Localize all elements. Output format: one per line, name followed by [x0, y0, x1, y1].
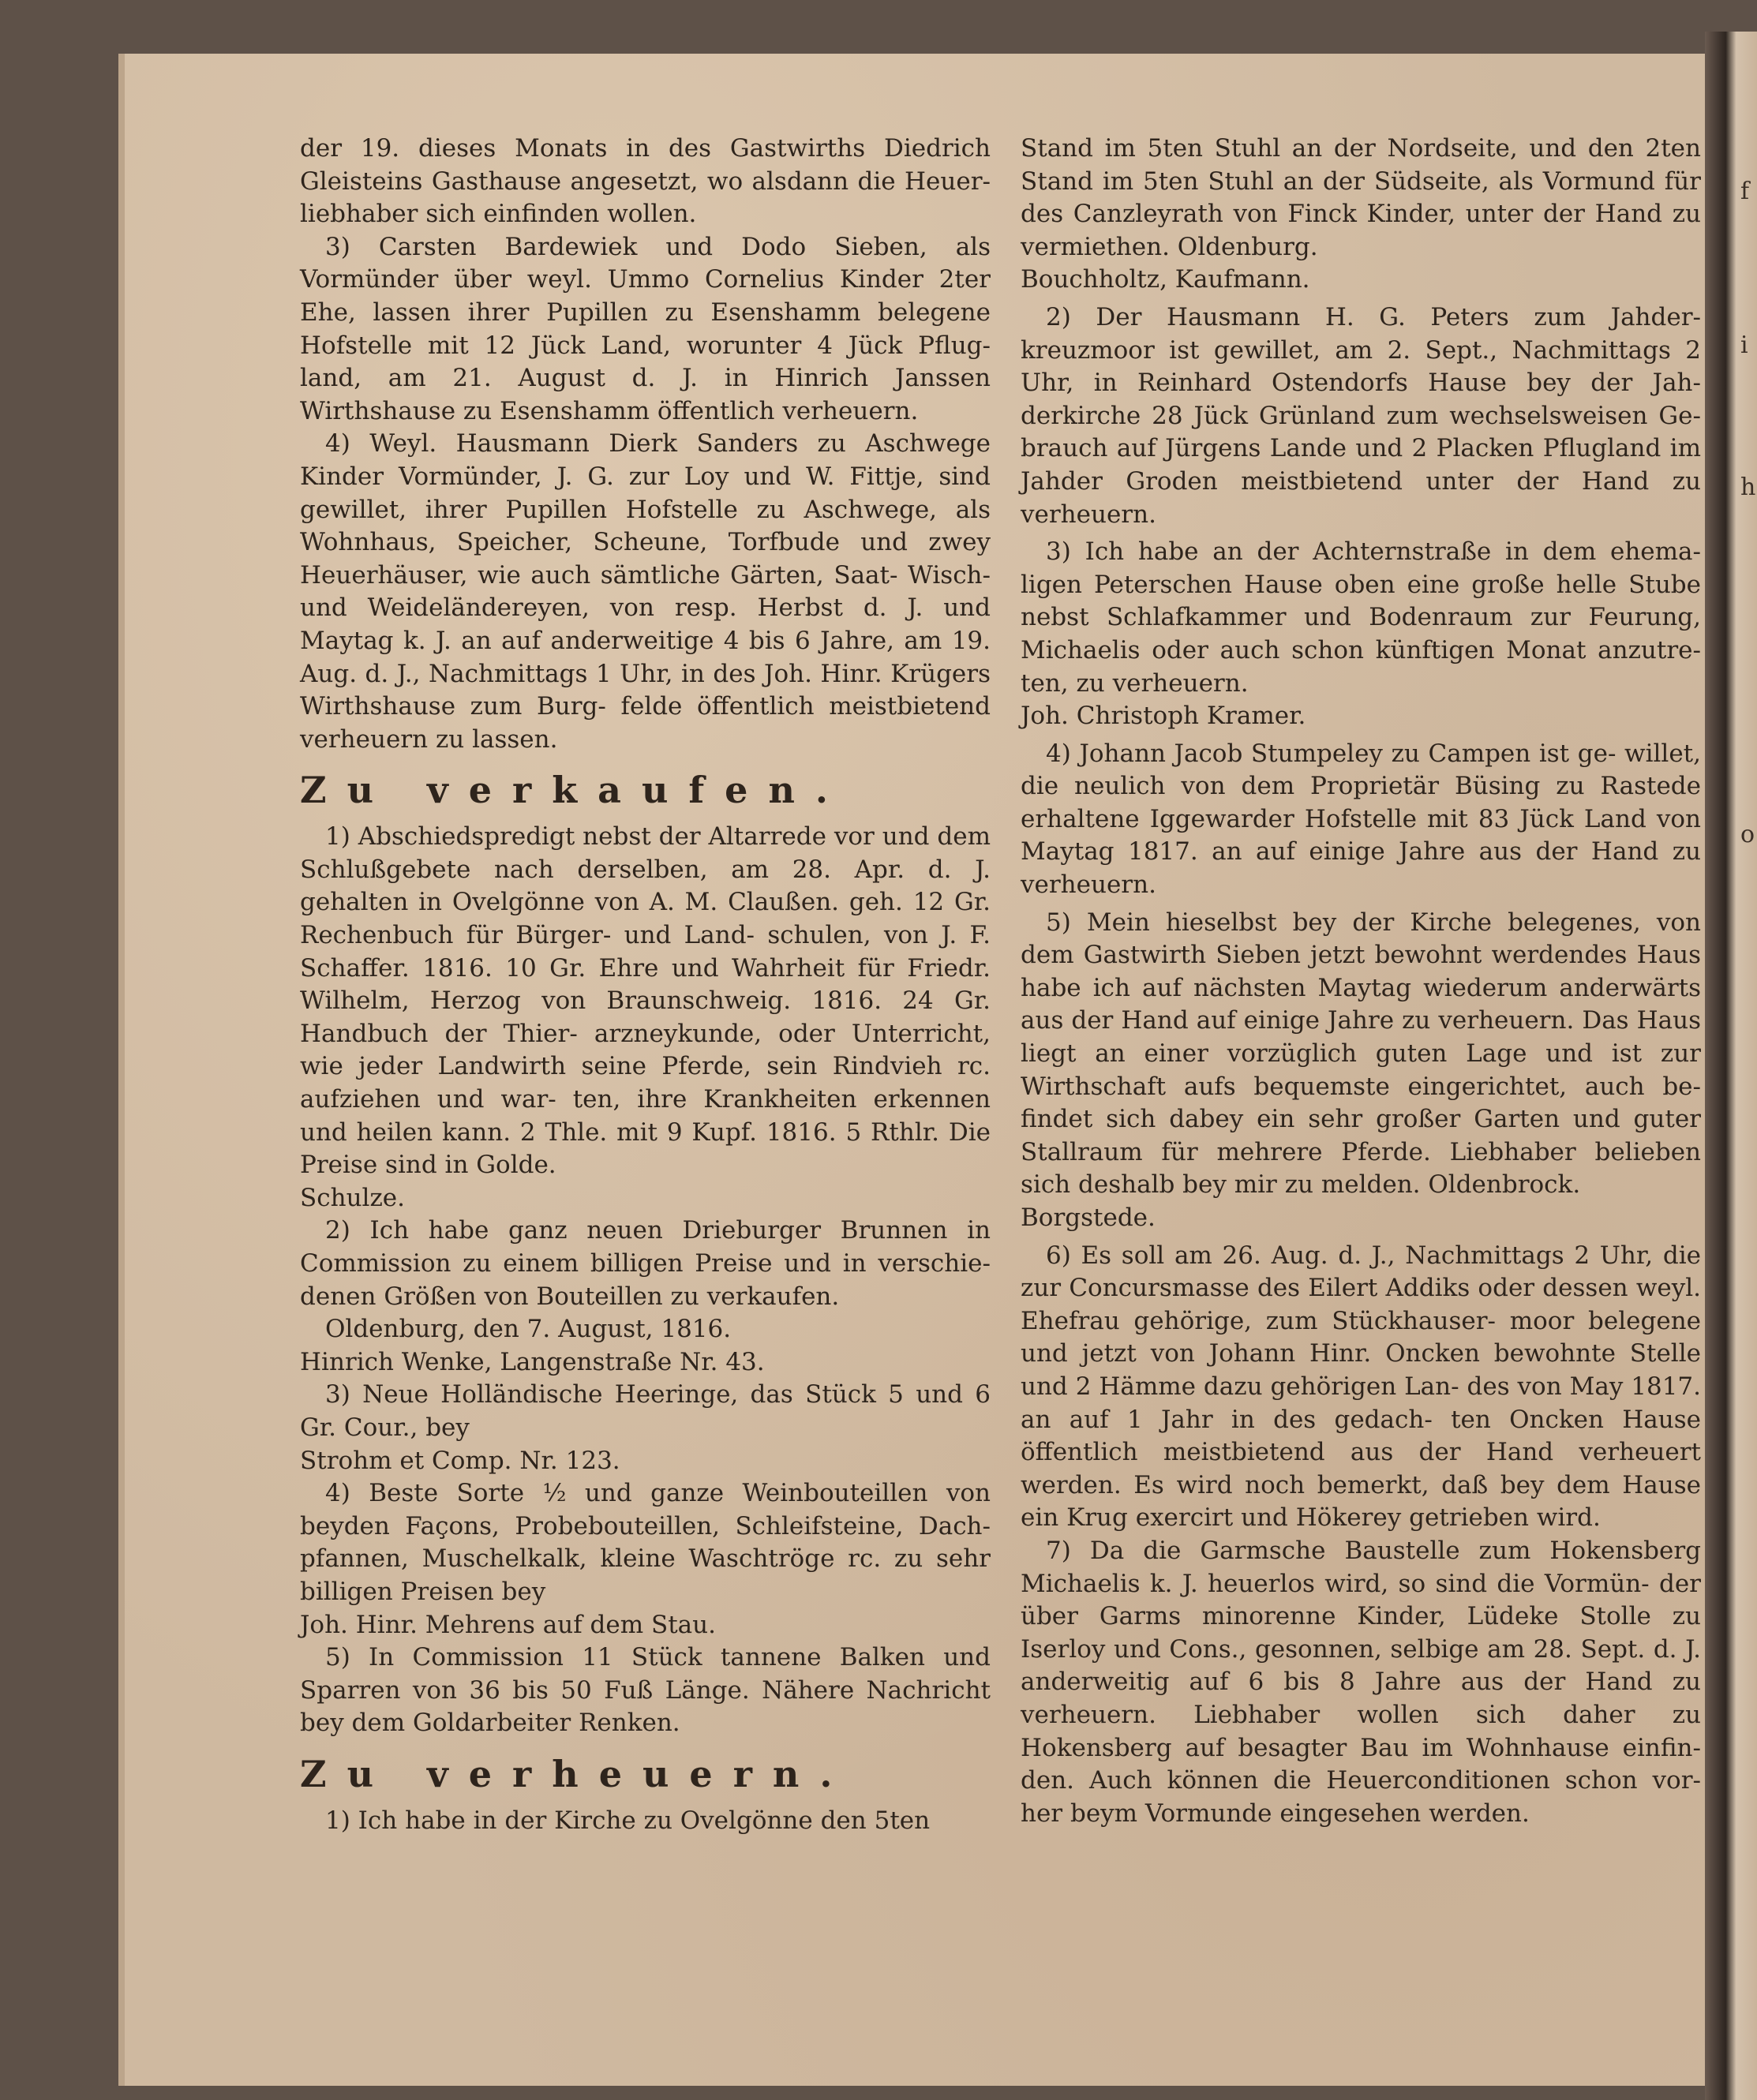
section-heading-for-sale: Zu verkaufen.	[300, 769, 849, 812]
sale-3-herring: 3) Neue Holländische Heeringe, das Stück 5 und 6 Gr. Cour., bey	[300, 1380, 991, 1442]
sale-2-signature: Hinrich Wenke, Langenstraße Nr. 43.	[300, 1347, 765, 1376]
rent-1-church-seat: 1) Ich habe in der Kirche zu Ovelgönne den 5ten	[325, 1806, 931, 1835]
rent-5-signature: Borgstede.	[1021, 1203, 1156, 1232]
rent-6-concurs: 6) Es soll am 26. Aug. d. J., Nachmittags 2 Uhr, die zur Concursmasse des Eilert Addiks oder dessen weyl. Ehefrau gehörige, zum Stückhauser- moor belegene und jetzt von Johann Hinr. Oncken bewohnte Stelle und 2 Hämme dazu gehörigen Lan- des von May 1817. an auf 1 Jahr in des gedach- ten Oncken Hause öffentlich meistbietend aus der Hand verheuert werden. Es wird noch bemerkt, daß bey dem Hause ein Krug exercirt und Hökerey getrieben wird.	[1021, 1241, 1701, 1533]
sale-2-brunnen: 2) Ich habe ganz neuen Drieburger Brunnen in Commission zu einem billigen Preise und in verschie- denen Größen von Bouteillen zu verkaufen.	[300, 1216, 991, 1311]
page-edge	[118, 54, 125, 2086]
spine-letter: o	[1740, 821, 1755, 848]
sale-1-signature: Schulze.	[300, 1183, 405, 1212]
rent-1-continuation: Stand im 5ten Stuhl an der Nordseite, und den 2ten Stand im 5ten Stuhl an der Südseite, als Vormund für des Canzleyrath von Finck Kinder, unter der Hand zu vermiethen. Oldenburg.	[1021, 134, 1701, 261]
rent-7-hokensberg: 7) Da die Garmsche Baustelle zum Hokensberg Michaelis k. J. heuerlos wird, so sind die Vormün- der über Garms minorenne Kinder, Lüdeke Stolle zu Iserloy und Cons., gesonnen, selbige am 28. Sept. d. J. anderweitig auf 6 bis 8 Jahre aus der Hand zu verheuern. Liebhaber wollen sich daher zu Hokensberg auf besagter Bau im Wohnhause einfin- den. Auch können die Heuerconditionen schon vor- her beym Vormunde eingesehen werden.	[1021, 1536, 1701, 1828]
spine-letter: h	[1740, 474, 1756, 501]
notice-continuation: der 19. dieses Monats in des Gastwirths Diedrich Gleisteins Gasthause angesetzt, wo alsdann die Heuer- liebhaber sich einfinden wollen.	[300, 134, 991, 229]
sale-1-books: 1) Abschiedspredigt nebst der Altarrede vor und dem Schlußgebete nach derselben, am 28. Apr. d. J. gehalten in Ovelgönne von A. M. Claußen. geh. 12 Gr. Rechenbuch für Bürger- und Land- schulen, von J. F. Schaffer. 1816. 10 Gr. Ehre und Wahrheit für Friedr. Wilhelm, Herzog von Braunschweig. 1816. 24 Gr. Handbuch der Thier- arzneykunde, oder Unterricht, wie jeder Landwirth seine Pferde, sein Rindvieh rc. aufziehen und war- ten, ihre Krankheiten erkennen und heilen kann. 2 Thle. mit 9 Kupf. 1816. 5 Rthlr. Die Preise sind in Golde.	[300, 822, 991, 1180]
sale-2-place-date: Oldenburg, den 7. August, 1816.	[325, 1315, 732, 1344]
rent-1-signature: Bouchholtz, Kaufmann.	[1021, 265, 1310, 294]
spine-letter: i	[1740, 331, 1748, 359]
notice-4-aschwege: 4) Weyl. Hausmann Dierk Sanders zu Aschwege Kinder Vormünder, J. G. zur Loy und W. Fittje, sind gewillet, ihrer Pupillen Hofstelle zu Aschwege, als Wohnhaus, Speicher, Scheune, Torfbude und zwey Heuerhäuser, wie auch sämtliche Gärten, Saat- Wisch- und Weideländereyen, von resp. Herbst d. J. und Maytag k. J. an auf anderweitige 4 bis 6 Jahre, am 19. Aug. d. J., Nachmittags 1 Uhr, in des Joh. Hinr. Krügers Wirthshause zum Burg- felde öffentlich meistbietend verheuern zu lassen.	[300, 429, 991, 754]
sale-4-bottles: 4) Beste Sorte ½ und ganze Weinbouteillen von beyden Façons, Probebouteillen, Schleifsteine, Dach- pfannen, Muschelkalk, kleine Waschtröge rc. zu sehr billigen Preisen bey	[300, 1479, 991, 1606]
sale-4-signature: Joh. Hinr. Mehrens auf dem Stau.	[300, 1610, 716, 1639]
notice-3-esenshamm: 3) Carsten Bardewiek und Dodo Sieben, als Vormünder über weyl. Ummo Cornelius Kinder 2ter Ehe, lassen ihrer Pupillen zu Esenshamm belegene Hofstelle mit 12 Jück Land, worunter 4 Jück Pflug- land, am 21. August d. J. in Hinrich Janssen Wirthshause zu Esenshamm öffentlich verheuern.	[300, 232, 991, 425]
left-column	[300, 133, 991, 1838]
rent-3-achternstrasse: 3) Ich habe an der Achternstraße in dem ehema- ligen Peterschen Hause oben eine große helle Stube nebst Schlafkammer und Bodenraum zur Feurung, Michaelis oder auch schon künftigen Monat anzutre- ten, zu verheuern.	[1021, 537, 1701, 698]
section-heading-for-rent: Zu verheuern.	[300, 1752, 853, 1795]
rent-5-house: 5) Mein hieselbst bey der Kirche belegenes, von dem Gastwirth Sieben jetzt bewohnt werdendes Haus habe ich auf nächsten Maytag wiederum anderwärts aus der Hand auf einige Jahre zu verheuern. Das Haus liegt an einer vorzüglich guten Lage und ist zur Wirthschaft aufs bequemste eingerichtet, auch be- findet sich dabey ein sehr großer Garten und guter Stallraum für mehrere Pferde. Liebhaber belieben sich deshalb bey mir zu melden. Oldenbrock.	[1021, 908, 1701, 1200]
rent-2-jahder: 2) Der Hausmann H. G. Peters zum Jahder- kreuzmoor ist gewillet, am 2. Sept., Nachmittags 2 Uhr, in Reinhard Ostendorfs Hause bey der Jah- derkirche 28 Jück Grünland zum wechselsweisen Ge- brauch auf Jürgens Lande und 2 Placken Pflugland im Jahder Groden meistbietend unter der Hand zu verheuern.	[1021, 302, 1701, 529]
right-column	[1021, 133, 1701, 1830]
sale-5-beams: 5) In Commission 11 Stück tannene Balken und Sparren von 36 bis 50 Fuß Länge. Nähere Nachricht bey dem Goldarbeiter Renken.	[300, 1643, 991, 1738]
sale-3-signature: Strohm et Comp. Nr. 123.	[300, 1446, 620, 1475]
spine-letter: f	[1740, 178, 1750, 205]
rent-4-campen: 4) Johann Jacob Stumpeley zu Campen ist ge- willet, die neulich von dem Proprietär Büsing zu Rastede erhaltene Iggewarder Hofstelle mit 83 Jück Land von Maytag 1817. an auf einige Jahre aus der Hand zu verheuern.	[1021, 739, 1701, 900]
rent-3-signature: Joh. Christoph Kramer.	[1021, 702, 1306, 731]
